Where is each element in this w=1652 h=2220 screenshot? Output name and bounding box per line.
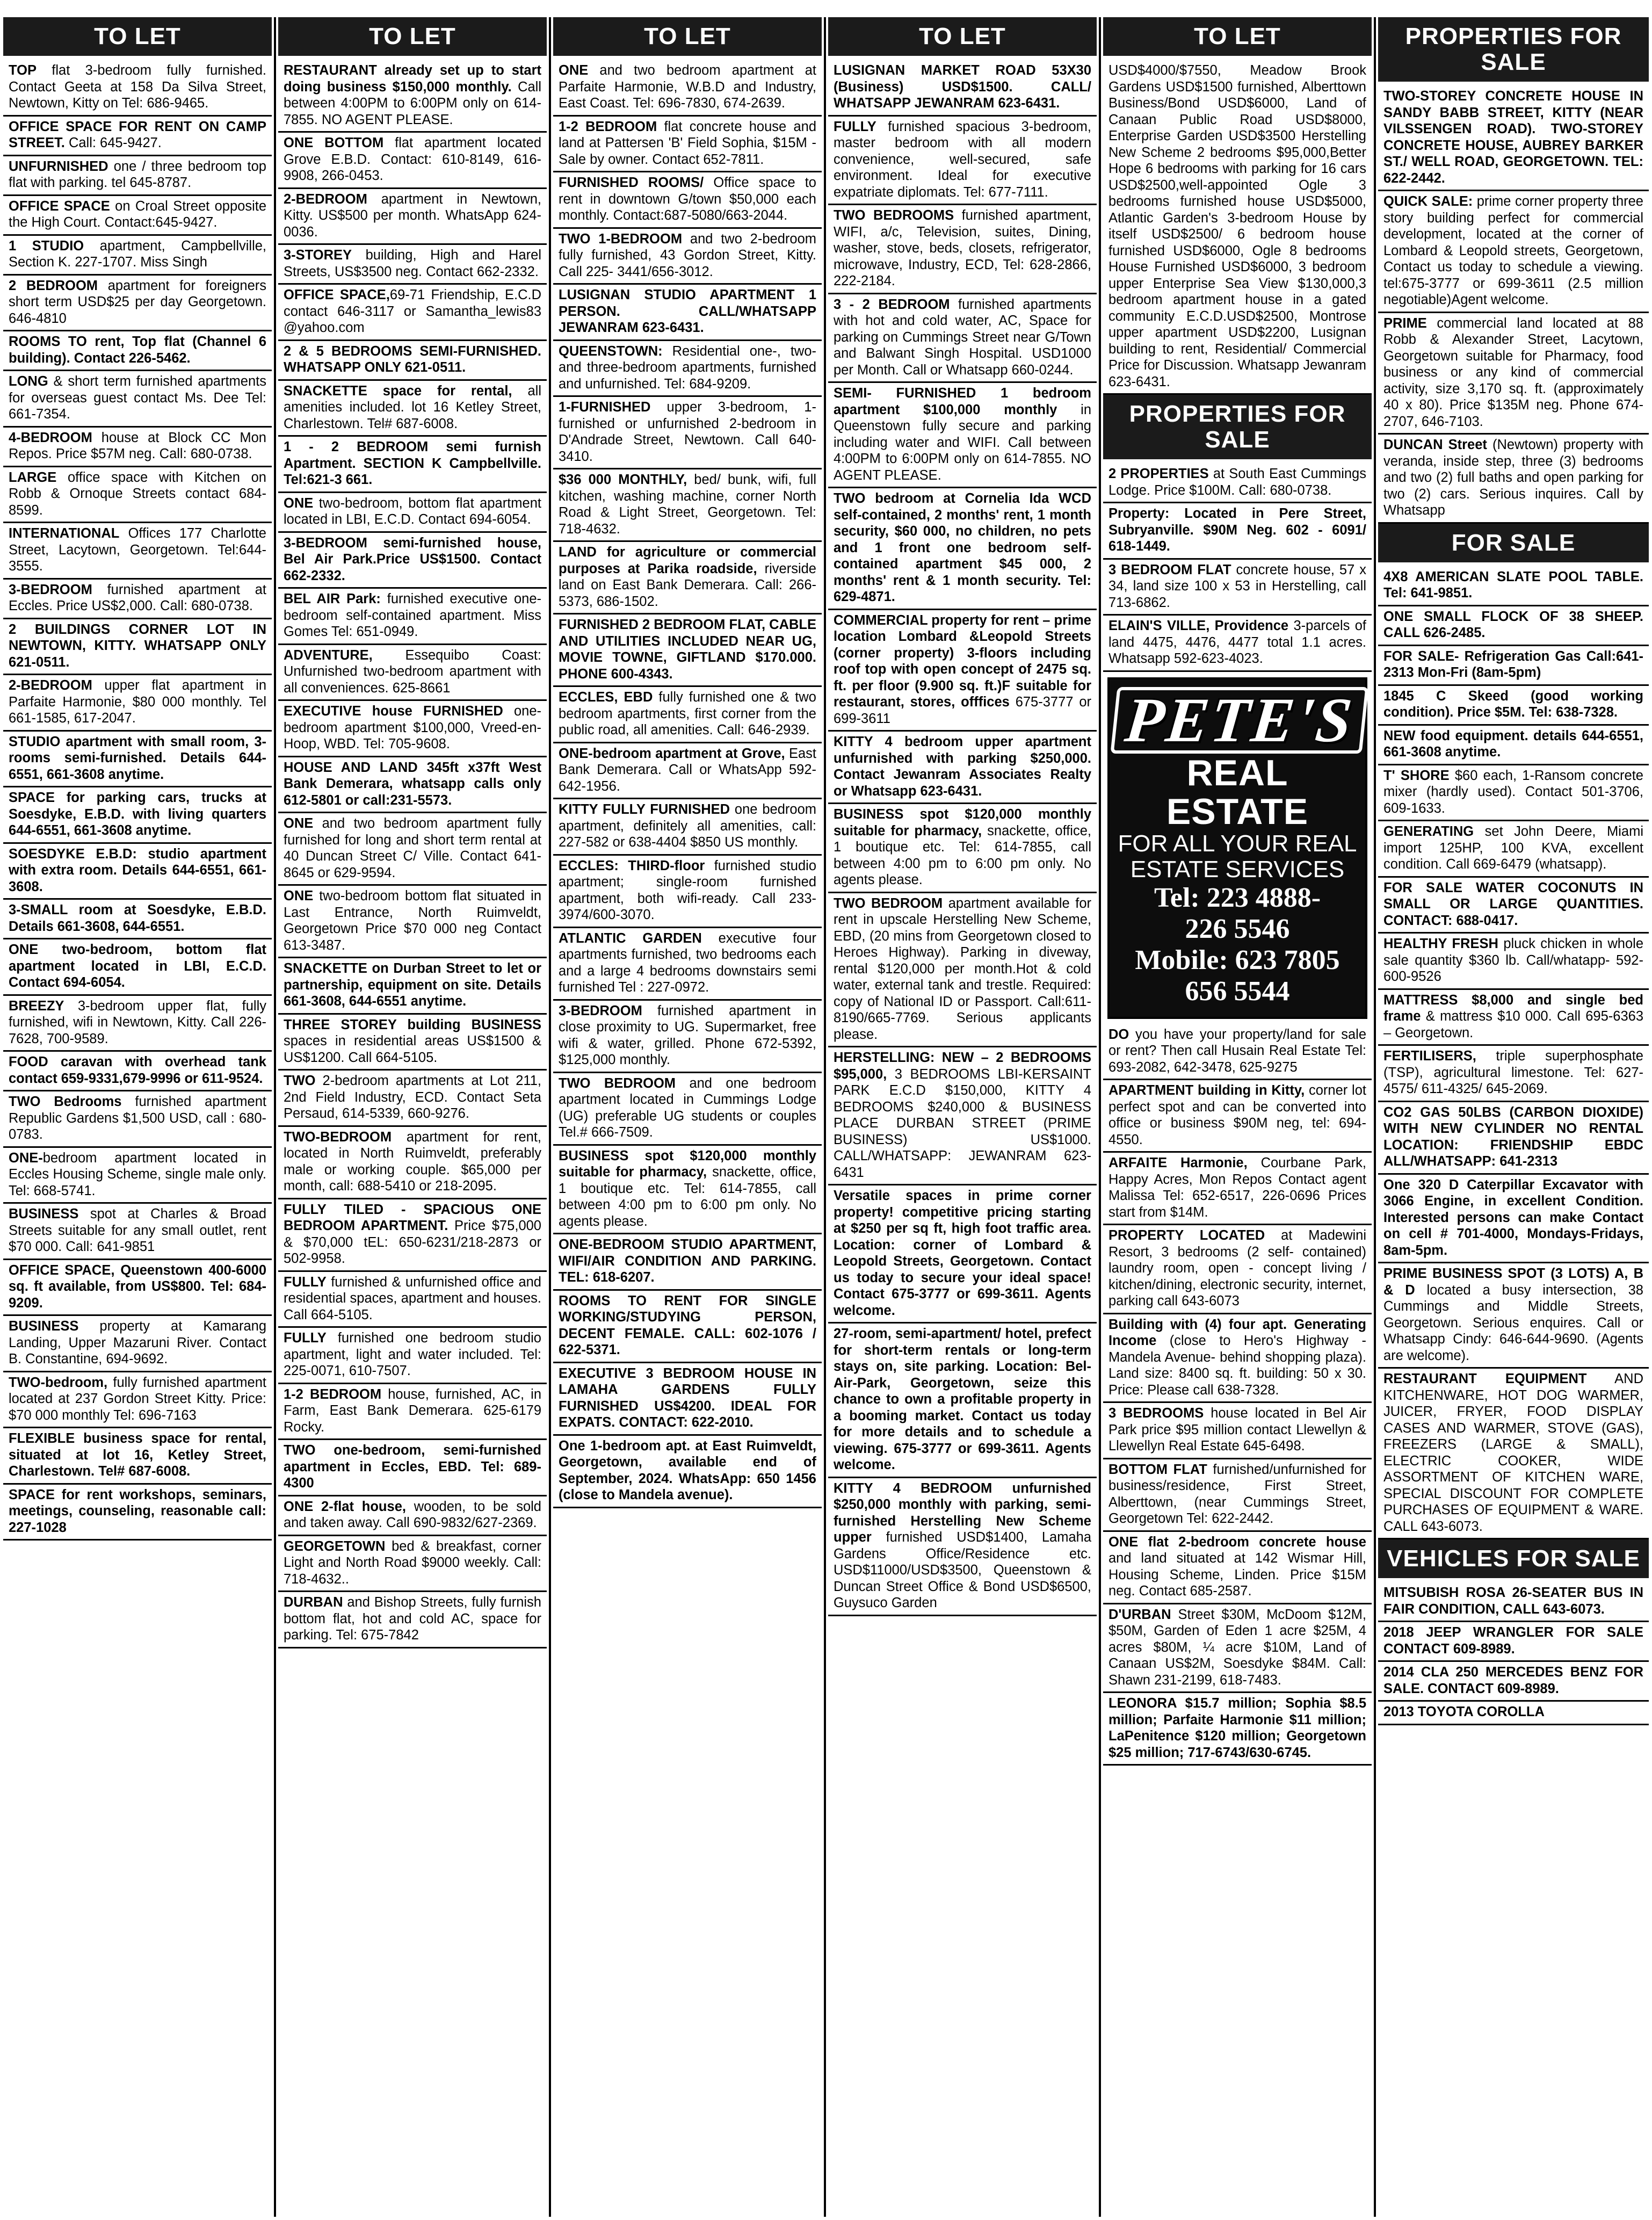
classified-ad: 3-SMALL room at Soesdyke, E.B.D. Details 661-3608, 644-6551. (3, 900, 272, 939)
classified-ad: ONE and two bedroom apartment fully furnished for long and short term rental at 40 Duncan Street C/ Ville. Contact 641-8645 or 629-9594. (278, 813, 547, 886)
classified-ad: TWO BEDROOM apartment available for rent in upscale Herstelling New Scheme, EBD, (20 mins from Georgetown closed to Heroes Highway). Parking in diveway, rental $120,000 per month.Hot & cold water, external tank and trestle. Required: copy of National ID or Passport. Call:611-8190/665-7769. Serious applicants please. (828, 893, 1097, 1048)
classified-ad: ONE SMALL FLOCK OF 38 SHEEP. CALL 626-2485. (1378, 606, 1649, 646)
classified-ad: Building with (4) four apt. Generating Income (close to Hero's Highway -Mandela Avenue- behind shopping plaza). Land size: 8400 sq. ft. building: 50 x 30. Price: Please call 638-7328. (1103, 1314, 1372, 1404)
column-divider (824, 17, 826, 2217)
classified-ad: NEW food equipment. details 644-6551, 661-3608 anytime. (1378, 726, 1649, 765)
logo-mobile: Mobile: 623 7805 (1135, 944, 1340, 975)
classified-ad: UNFURNISHED one / three bedroom top flat with parking. tel 645-8787. (3, 156, 272, 196)
classified-ad: INTERNATIONAL Offices 177 Charlotte Street, Lacytown, Georgetown. Tel:644-3555. (3, 523, 272, 580)
classified-ad: 3-BEDROOM furnished apartment in close proximity to UG. Supermarket, free wifi & water, grilled. Phone 672-5392, $125,000 monthly. (553, 1001, 822, 1073)
section-header: TO LET (828, 17, 1097, 56)
classified-ad: Versatile spaces in prime corner property! competitive pricing starting at $250 per sq ft, high foot traffic area. Location: corner of Lombard & Leopold Streets, Georgetown. Contact us today to secure your ideal space! Contact 675-3777 or 699-3611. Agents welcome. (828, 1185, 1097, 1324)
classified-ad: BUSINESS spot at Charles & Broad Streets suitable for any small outlet, rent $70 000. Call: 641-9851 (3, 1204, 272, 1260)
classified-ad: FOR SALE WATER COCONUTS IN SMALL OR LARGE QUANTITIES. CONTACT: 688-0417. (1378, 878, 1649, 934)
section-header: TO LET (3, 17, 272, 56)
classified-ad: EXECUTIVE 3 BEDROOM HOUSE IN LAMAHA GARDENS FULLY FURNISHED US$4200. IDEAL FOR EXPATS. CONTACT: 622-2010. (553, 1363, 822, 1436)
classified-ad: BEL AIR Park: furnished executive one-bedroom self-contained apartment. Miss Gomes Tel: 651-0949. (278, 589, 547, 645)
classified-ad: 3-STOREY building, High and Harel Streets, US$3500 neg. Contact 662-2332. (278, 245, 547, 285)
classified-ad: ONE two-bedroom, bottom flat apartment located in LBI, E.C.D. Contact 694-6054. (3, 939, 272, 996)
classified-ad: 4X8 AMERICAN SLATE POOL TABLE. Tel: 641-9851. (1378, 567, 1649, 606)
classified-ad: DO you have your property/land for sale or rent? Then call Husain Real Estate Tel: 693-2082, 642-3478, 625-9275 (1103, 1024, 1372, 1081)
classified-ad: FURNISHED 2 BEDROOM FLAT, CABLE AND UTILITIES INCLUDED NEAR UG, MOVIE TOWNE, GIFTLAND $170.000. PHONE 600-4343. (553, 614, 822, 687)
classified-ad: ONE-bedroom apartment located in Eccles Housing Scheme, single male only. Tel: 668-5741. (3, 1148, 272, 1204)
logo-phone: Tel: 223 4888- (1154, 882, 1321, 913)
classified-ad: LUSIGNAN MARKET ROAD 53X30 (Business) USD$1500. CALL/ WHATSAPP JEWANRAM 623-6431. (828, 60, 1097, 117)
classified-ad: 3 BEDROOM FLAT concrete house, 57 x 34, land size 100 x 53 in Herstelling, call 713-6862. (1103, 560, 1372, 616)
logo-phone: 226 5546 (1185, 913, 1290, 944)
section-header: TO LET (553, 17, 822, 56)
classified-ad: KITTY 4 bedroom upper apartment unfurnished with parking $250,000. Contact Jewanram Associates Realty or Whatsapp 623-6431. (828, 732, 1097, 804)
classified-ad: TWO-BEDROOM apartment for rent, located in North Ruimveldt, preferably male or working couple. $65,000 per month, call: 688-5410 or 218-2095. (278, 1127, 547, 1199)
classified-ad: THREE STOREY building BUSINESS spaces in residential areas US$1500 & US$1200. Call 664-5105. (278, 1015, 547, 1071)
classified-ad: ROOMS TO RENT FOR SINGLE WORKING/STUDYING PERSON, DECENT FEMALE. CALL: 602-1076 / 622-5371. (553, 1291, 822, 1363)
classified-ad: OFFICE SPACE, Queenstown 400-6000 sq. ft available, from US$800. Tel: 684-9209. (3, 1260, 272, 1317)
classified-ad: ONE-bedroom apartment at Grove, East Bank Demerara. Call or WhatsApp 592-642-1956. (553, 743, 822, 800)
classified-ad: PRIME commercial land located at 88 Robb & Alexander Street, Lacytown, Georgetown suitable for Pharmacy, food business or any kind of commercial activity, size 3,170 sq. ft. (approximately 40 x 80). Price $135M neg. Phone 674-2707, 646-7103. (1378, 313, 1649, 435)
column-4 (828, 17, 1097, 2217)
classified-ad: SEMI- FURNISHED 1 bedroom apartment $100,000 monthly in Queenstown fully secure and parking including water and WIFI. Call between 4:00PM to 6:00PM only on 614-7855. NO AGENT PLEASE. (828, 383, 1097, 488)
section-header: VEHICLES FOR SALE (1378, 1539, 1649, 1578)
section-header: TO LET (278, 17, 547, 56)
column-2 (278, 17, 547, 2217)
classified-ad: STUDIO apartment with small room, 3-rooms semi-furnished. Details 644-6551, 661-3608 anytime. (3, 732, 272, 788)
classified-ad: DUNCAN Street (Newtown) property with veranda, inside step, three (3) bedrooms and two (2) full baths and open parking for two (2) cars. Serious inquires. Call by Whatsapp (1378, 435, 1649, 524)
classified-ad: LARGE office space with Kitchen on Robb & Ornoque Streets contact 684-8599. (3, 467, 272, 524)
classified-ad: 2 BUILDINGS CORNER LOT IN NEWTOWN, KITTY. WHATSAPP ONLY 621-0511. (3, 619, 272, 676)
classified-ad: One 1-bedroom apt. at East Ruimveldt, Georgetown, available end of September, 2024. WhatsApp: 650 1456 (close to Mandela avenue). (553, 1436, 822, 1508)
classified-ad: Property: Located in Pere Street, Subryanville. $90M Neg. 602 - 6091/ 618-1449. (1103, 503, 1372, 560)
classified-ad: LAND for agriculture or commercial purposes at Parika roadside, riverside land on East Bank Demerara. Call: 266-5373, 686-1502. (553, 542, 822, 614)
classified-ad: T' SHORE $60 each, 1-Ransom concrete mixer (hardly used). Contact 501-3706, 609-1633. (1378, 765, 1649, 822)
column-6 (1378, 17, 1649, 2217)
classified-ad: BREEZY 3-bedroom upper flat, fully furnished, wifi in Newtown, Kitty. Call 226-7628, 700-9589. (3, 996, 272, 1052)
classified-ad: FOOD caravan with overhead tank contact 659-9331,679-9996 or 611-9524. (3, 1052, 272, 1091)
section-header: TO LET (1103, 17, 1372, 56)
logo-tagline: FOR ALL YOUR REAL (1118, 830, 1357, 857)
classified-ad: HERSTELLING: NEW – 2 BEDROOMS $95,000, 3 BEDROOMS LBI-KERSAINT PARK E.C.D $150,000, KITTY 4 BEDROOMS $240,000 & BUSINESS PLACE DURBAN STREET (PRIME BUSINESS) US$1000. CALL/WHATSAPP: JEWANRAM 623- 6431 (828, 1047, 1097, 1185)
classified-ad: 1-2 BEDROOM house, furnished, AC, in Farm, East Bank Demerara. 625-6179 Rocky. (278, 1384, 547, 1441)
classified-ad: One 320 D Caterpillar Excavator with 3066 Engine, in excellent Condition. Interested persons can make Contact on cell # 701-4000, Mondays-Fridays, 8am-5pm. (1378, 1175, 1649, 1264)
classified-ad: LEONORA $15.7 million; Sophia $8.5 million; Parfaite Harmonie $11 million; LaPenitence $120 million; Georgetown $25 million; 717-6743/630-6745. (1103, 1693, 1372, 1766)
classified-ad: USD$4000/$7550, Meadow Brook Gardens USD$1500 furnished, Alberttown Business/Bond USD$6000, Land of Canaan Public Road USD$8000, Enterprise Garden USD$3500 Herstelling New Scheme 2 bedrooms $95,000,Better Hope 6 bedrooms with parking for 16 cars USD$2500,well-appointed Ogle 3 bedrooms furnished house USD$5000, Atlantic Garden's 3-bedroom House by itself USD$2500/ 6 bedroom house furnished USD$6000, Ogle 8 bedrooms House Furnished USD$6000, 3 bedroom upper Enterprise Sea View $130,000,3 bedroom apartment house in a gated community E.C.D.USD$2500, Montrose upper apartment USD$2200, Lusignan building to rent, Residential/ Commercial Price for Discussion. Whatsapp Jewanram 623-6431. (1103, 60, 1372, 395)
classified-ad: QUEENSTOWN: Residential one-, two- and three-bedroom apartments, furnished and unfurnished. Tel: 684-9209. (553, 341, 822, 397)
classified-ad: KITTY 4 BEDROOM unfurnished $250,000 monthly with parking, semi-furnished Herstelling New Scheme upper furnished USD$1400, Lamaha Gardens Office/Residence etc. USD$11000/USD$3500, Queenstown & Duncan Street Office & Bond USD$6500, Guysuco Garden (828, 1478, 1097, 1616)
classified-ad: BUSINESS spot $120,000 monthly suitable for pharmacy, snackette, office, 1 boutique etc. Tel: 614-7855, call between 4:00 pm to 6:00 pm only. No agents please. (553, 1146, 822, 1235)
classified-ad: 2013 TOYOTA COROLLA (1378, 1702, 1649, 1725)
column-divider (274, 17, 276, 2217)
classified-ad: 2-BEDROOM upper flat apartment in Parfaite Harmonie, $80 000 monthly. Tel 661-1585, 617-2047. (3, 675, 272, 732)
classified-ad: ECCLES, EBD fully furnished one & two bedroom apartments, first corner from the public road, all amenities. Call: 646-2939. (553, 687, 822, 743)
classified-ad: TWO bedroom at Cornelia Ida WCD self-contained, 2 months' rent, 1 month security, $60 000, no children, no pets and 1 front one bedroom self-contained apartment $45 000, 2 months' rent & 1 month security. Tel: 629-4871. (828, 488, 1097, 610)
classified-ad: FULLY furnished spacious 3-bedroom, master bedroom with all modern convenience, well-secured, safe environment. Ideal for executive expatriate diplomats. Tel: 677-7111. (828, 117, 1097, 206)
classified-ad: TWO-bedroom, fully furnished apartment located at 237 Gordon Street Kitty. Price: $70 000 monthly Tel: 696-7163 (3, 1372, 272, 1429)
classified-ad: TWO Bedrooms furnished apartment Republic Gardens $1,500 USD, call : 680-0783. (3, 1091, 272, 1148)
classified-ad: ONE two-bedroom bottom flat situated in Last Entrance, North Ruimveldt, Georgetown Price $70 000 neg Contact 613-3487. (278, 886, 547, 958)
section-header: PROPERTIES FOR SALE (1103, 395, 1372, 459)
classified-ad: BOTTOM FLAT furnished/unfurnished for business/residence, First Street, Alberttown, (near Cummings Street, Georgetown Tel: 622-2442. (1103, 1459, 1372, 1532)
classified-ad: 1 STUDIO apartment, Campbellville, Section K. 227-1707. Miss Singh (3, 236, 272, 276)
section-header: PROPERTIES FOR SALE (1378, 17, 1649, 82)
classified-ad: TWO BEDROOMS furnished apartment, WIFI, a/c, Television, suites, Dining, washer, stove, beds, closets, refrigerator, microwave, Industry, ECD, Tel: 628-2866, 222-2184. (828, 205, 1097, 294)
classified-ad: ONE two-bedroom, bottom flat apartment located in LBI, E.C.D. Contact 694-6054. (278, 493, 547, 533)
classified-ad: LUSIGNAN STUDIO APARTMENT 1 PERSON. CALL/WHATSAPP JEWANRAM 623-6431. (553, 285, 822, 341)
classified-ad: COMMERCIAL property for rent – prime location Lombard &Leopold Streets (corner property) 3-floors including roof top with open concept of 2475 sq. ft. per floor (9.900 sq. ft.)F suitable for restaurant, stores, offfices 675-3777 or 699-3611 (828, 610, 1097, 732)
classified-ad: TWO 2-bedroom apartments at Lot 211, 2nd Field Industry, ECD. Contact Seta Persaud, 614-5339, 660-9276. (278, 1071, 547, 1127)
column-1 (3, 17, 272, 2217)
classified-ad: 2 BEDROOM apartment for foreigners short term USD$25 per day Georgetown. 646-4810 (3, 276, 272, 332)
classified-ad: OFFICE SPACE FOR RENT ON CAMP STREET. Call: 645-9427. (3, 117, 272, 156)
classified-ad: 1845 C Skeed (good working condition). Price $5M. Tel: 638-7328. (1378, 686, 1649, 726)
logo-mobile: 656 5544 (1185, 975, 1290, 1007)
classified-ad: RESTAURANT EQUIPMENT AND KITCHENWARE, HOT DOG WARMER, JUICER, FRYER, FOOD DISPLAY CASES AND WARMER, STOVE (GAS), FREEZERS (LARGE & SMALL), ELECTRIC COOKER, WIDE ASSORTMENT OF KITCHEN WARE, SPECIAL DISCOUNT FOR COMPLETE PURCHASES OF EQUIPMENT & WARE. CALL 643-6073. (1378, 1369, 1649, 1539)
classified-ad: TOP flat 3-bedroom fully furnished. Contact Geeta at 158 Da Silva Street, Newtown, Kitty on Tel: 686-9465. (3, 60, 272, 117)
classified-ad: GENERATING set John Deere, Miami import 125HP, 100 KVA, excellent condition. Call 669-6479 (whatsapp). (1378, 821, 1649, 878)
classified-ad: HEALTHY FRESH pluck chicken in whole sale quantity $360 lb. Call/whatapp- 592-600-9526 (1378, 934, 1649, 990)
classified-ad: OFFICE SPACE on Croal Street opposite the High Court. Contact:645-9427. (3, 196, 272, 236)
classified-ad: TWO one-bedroom, semi-furnished apartment in Eccles, EBD. Tel: 689-4300 (278, 1440, 547, 1496)
classified-ad: GEORGETOWN bed & breakfast, corner Light and North Road $9000 weekly. Call: 718-4632.. (278, 1536, 547, 1593)
classified-ad: 1-FURNISHED upper 3-bedroom, 1-furnished or unfurnished 2-bedroom in D'Andrade Street, Newtown. Call 640-3410. (553, 397, 822, 469)
classified-ad: BUSINESS spot $120,000 monthly suitable for pharmacy, snackette, office, 1 boutique etc. Tel: 614-7855, call between 4:00 pm to 6:00 pm only. No agents please. (828, 804, 1097, 893)
classified-ad: ADVENTURE, Essequibo Coast: Unfurnished two-bedroom apartment with all conveniences. 625-8661 (278, 645, 547, 702)
section-header: FOR SALE (1378, 524, 1649, 562)
classified-ad: TWO BEDROOM and one bedroom apartment located in Cummings Lodge (UG) preferable UG students or couples Tel.# 666-7509. (553, 1073, 822, 1146)
classified-ad: ATLANTIC GARDEN executive four apartments furnished, two bedrooms each and a large 4 bedrooms downstairs semi furnished Tel : 227-0972. (553, 928, 822, 1001)
classified-ad: ECCLES: THIRD-floor furnished studio apartment; single-room furnished apartment, both wifi-ready. Call 233-3974/600-3070. (553, 856, 822, 928)
classified-ad: $36 000 MONTHLY, bed/ bunk, wifi, full kitchen, washing machine, corner North Road & Light Street, Georgetown. Tel: 718-4632. (553, 469, 822, 542)
classified-ad: SNACKETTE on Durban Street to let or partnership, equipment on site. Details 661-3608, 644-6551 anytime. (278, 958, 547, 1015)
classified-ad: CO2 GAS 50LBS (CARBON DIOXIDE) WITH NEW CYLINDER NO RENTAL LOCATION: FRIENDSHIP EBDC ALL/WHATSAPP: 641-2313 (1378, 1102, 1649, 1175)
classified-ad: ONE BOTTOM flat apartment located Grove E.B.D. Contact: 610-8149, 616-9908, 266-0453. (278, 133, 547, 189)
classified-ad: DURBAN and Bishop Streets, fully furnish bottom flat, hot and cold AC, space for parking. Tel: 675-7842 (278, 1592, 547, 1648)
classified-ad: 2 & 5 BEDROOMS SEMI-FURNISHED. WHATSAPP ONLY 621-0511. (278, 341, 547, 381)
classified-ad: QUICK SALE: prime corner property three story building perfect for commercial development, located at the corner of Lombard & Leopold streets, Georgetown, Contact us today to schedule a viewing. tel:675-3777 or 699-3611 (2.5 million negotiable)Agent welcome. (1378, 191, 1649, 313)
classified-ad: SPACE for rent workshops, seminars, meetings, counseling, reasonable call: 227-1028 (3, 1485, 272, 1541)
classified-ad: ONE-BEDROOM STUDIO APARTMENT, WIFI/AIR CONDITION AND PARKING. TEL: 618-6207. (553, 1234, 822, 1291)
classified-ad: ARFAITE Harmonie, Courbane Park, Happy Acres, Mon Repos Contact agent Malissa Tel: 652-6517, 226-0696 Prices start from $14M. (1103, 1153, 1372, 1225)
classified-ad: KITTY FULLY FURNISHED one bedroom apartment, definitely all amenities, call: 227-582 or 638-4404 $850 US monthly. (553, 799, 822, 856)
classified-ad: FULLY furnished one bedroom studio apartment, light and water included. Tel: 225-0071, 610-7507. (278, 1328, 547, 1384)
classified-ad: APARTMENT building in Kitty, corner lot perfect spot and can be converted into office or business $90M neg, tel: 694-4550. (1103, 1080, 1372, 1153)
classified-ad: ONE 2-flat house, wooden, to be sold and taken away. Call 690-9832/627-2369. (278, 1496, 547, 1536)
classified-ad: FURNISHED ROOMS/ Office space to rent in downtown G/town $50,000 each monthly. Contact:687-5080/663-2044. (553, 172, 822, 229)
classified-ad: FULLY TILED - SPACIOUS ONE BEDROOM APARTMENT. Price $75,000 & $70,000 tEL: 650-6231/218-2873 or 502-9958. (278, 1199, 547, 1272)
petes-logo: PETE'S (1110, 687, 1368, 754)
classified-ad: BUSINESS property at Kamarang Landing, Upper Mazaruni River. Contact B. Constantine, 694-9692. (3, 1316, 272, 1372)
classified-ad: MATTRESS $8,000 and single bed frame & mattress $10 000. Call 695-6363 – Georgetown. (1378, 990, 1649, 1046)
classified-ad: ONE flat 2-bedroom concrete house and land situated at 142 Wismar Hill, Housing Scheme, Linden. Price $15M neg. Contact 685-2587. (1103, 1532, 1372, 1604)
column-5 (1103, 17, 1372, 2217)
classified-ad: TWO-STOREY CONCRETE HOUSE IN SANDY BABB STREET, KITTY (NEAR VILSSENGEN ROAD). TWO-STOREY CONCRETE HOUSE, AUBREY BARKER ST./ WELL ROAD, GEORGETOWN. TEL: 622-2442. (1378, 86, 1649, 191)
classified-ad: 27-room, semi-apartment/ hotel, prefect for short-term rentals or long-term stays on, site parking. Location: Bel-Air-Park, Georgetown, seize this chance to own a profitable property in a booming market. Contact us today for more details and to schedule a viewing. 675-3777 or 699-3611. Agents welcome. (828, 1324, 1097, 1478)
classified-ad: OFFICE SPACE,69-71 Friendship, E.C.D contact 646-3117 or Samantha_lewis83 @yahoo.com (278, 285, 547, 341)
classified-ad: FERTILISERS, triple superphosphate (TSP), agricultural limestone. Tel: 627-4575/ 611-4325/ 645-2069. (1378, 1046, 1649, 1102)
classified-ad: FOR SALE- Refrigeration Gas Call:641-2313 Mon-Fri (8am-5pm) (1378, 646, 1649, 686)
classified-ad: 2 PROPERTIES at South East Cummings Lodge. Price $100M. Call: 680-0738. (1103, 464, 1372, 503)
classified-ad: HOUSE AND LAND 345ft x37ft West Bank Demerara, whatsapp calls only 612-5801 or call:231-5573. (278, 757, 547, 814)
column-divider (1374, 17, 1376, 2217)
classified-ad: TWO 1-BEDROOM and two 2-bedroom fully furnished, 43 Gordon Street, Kitty. Call 225- 3441/656-3012. (553, 229, 822, 285)
classified-ad: 3-BEDROOM furnished apartment at Eccles. Price US$2,000. Call: 680-0738. (3, 580, 272, 619)
classified-ad: FLEXIBLE business space for rental, situated at lot 16, Ketley Street, Charlestown. Tel# 687-6008. (3, 1428, 272, 1485)
column-divider (549, 17, 551, 2217)
classified-ad: FULLY furnished & unfurnished office and residential spaces, apartment and houses. Call 664-5105. (278, 1272, 547, 1328)
classified-ad: ONE and two bedroom apartment at Parfaite Harmonie, W.B.D and Industry, East Coast. Tel: 696-7830, 674-2639. (553, 60, 822, 117)
classified-ad: RESTAURANT already set up to start doing business $150,000 monthly. Call between 4:00PM to 6:00PM only on 614-7855. NO AGENT PLEASE. (278, 60, 547, 133)
petes-real-estate-ad (1107, 677, 1367, 1019)
classified-ad: SNACKETTE space for rental, all amenities included. lot 16 Ketley Street, Charlestown. Tel# 687-6008. (278, 381, 547, 437)
classified-ad: ELAIN'S VILLE, Providence 3-parcels of land 4475, 4476, 4477 total 1.1 acres. Whatsapp 592-623-4023. (1103, 616, 1372, 672)
column-3 (553, 17, 822, 2217)
classified-ad: SOESDYKE E.B.D: studio apartment with extra room. Details 644-6551, 661-3608. (3, 844, 272, 900)
classified-ad: EXECUTIVE house FURNISHED one-bedroom apartment $100,000, Vreed-en-Hoop, WBD. Tel: 705-9608. (278, 701, 547, 757)
classified-ad: 3-BEDROOM semi-furnished house, Bel Air Park.Price US$1500. Contact 662-2332. (278, 533, 547, 589)
classified-ad: 2-BEDROOM apartment in Newtown, Kitty. US$500 per month. WhatsApp 624-0036. (278, 189, 547, 245)
classified-ad: PRIME BUSINESS SPOT (3 LOTS) A, B & D located a busy intersection, 38 Cummings and Middle Streets, Georgetown. Serious enquires. Call or Whatsapp Cindy: 646-644-9690. (Agents are welcome). (1378, 1263, 1649, 1369)
classified-ad: 1 - 2 BEDROOM semi furnish Apartment. SECTION K Campbellville. Tel:621-3 661. (278, 437, 547, 493)
classified-ad: ROOMS TO rent, Top flat (Channel 6 building). Contact 226-5462. (3, 331, 272, 371)
classified-ad: 4-BEDROOM house at Block CC Mon Repos. Price $57M neg. Call: 680-0738. (3, 428, 272, 467)
classified-ad: PROPERTY LOCATED at Madewini Resort, 3 bedrooms (2 self- contained) laundry room, open - concept living / kitchen/dining, electronic security, internet, parking call 643-6073 (1103, 1225, 1372, 1314)
column-divider (1099, 17, 1101, 2217)
classified-ad: LONG & short term furnished apartments for overseas guest contact Ms. Dee Tel: 661-7354. (3, 371, 272, 428)
logo-tagline: ESTATE SERVICES (1130, 856, 1345, 883)
classified-ad: SPACE for parking cars, trucks at Soesdyke, E.B.D. with living quarters 644-6551, 661-3608 anytime. (3, 787, 272, 844)
classified-ad: 2018 JEEP WRANGLER FOR SALE CONTACT 609-8989. (1378, 1622, 1649, 1662)
classified-ad: 3 - 2 BEDROOM furnished apartments with hot and cold water, AC, Space for parking on Cummings Street near G/Town and Balwant Singh Hospital. USD1000 per Month. Call or Whatsapp 660-0244. (828, 294, 1097, 384)
logo-subtitle: REAL ESTATE (1166, 752, 1309, 832)
classified-ad: 1-2 BEDROOM flat concrete house and land at Pattersen 'B' Field Sophia, $15M - Sale by owner. Contact 652-7811. (553, 117, 822, 173)
classified-ad: 3 BEDROOMS house located in Bel Air Park price $95 million contact Llewellyn & Llewellyn Real Estate 645-6498. (1103, 1403, 1372, 1459)
classified-ad: 2014 CLA 250 MERCEDES BENZ FOR SALE. CONTACT 609-8989. (1378, 1662, 1649, 1702)
classified-ad: D'URBAN Street $30M, McDoom $12M, $50M, Garden of Eden 1 acre $25M, 4 acres $80M, ¼ acre $10M, Land of Canaan US$2M, Soesdyke $84M. Call: Shawn 231-2199, 618-7483. (1103, 1604, 1372, 1694)
classified-ad: MITSUBISH ROSA 26-SEATER BUS IN FAIR CONDITION, CALL 643-6073. (1378, 1582, 1649, 1622)
